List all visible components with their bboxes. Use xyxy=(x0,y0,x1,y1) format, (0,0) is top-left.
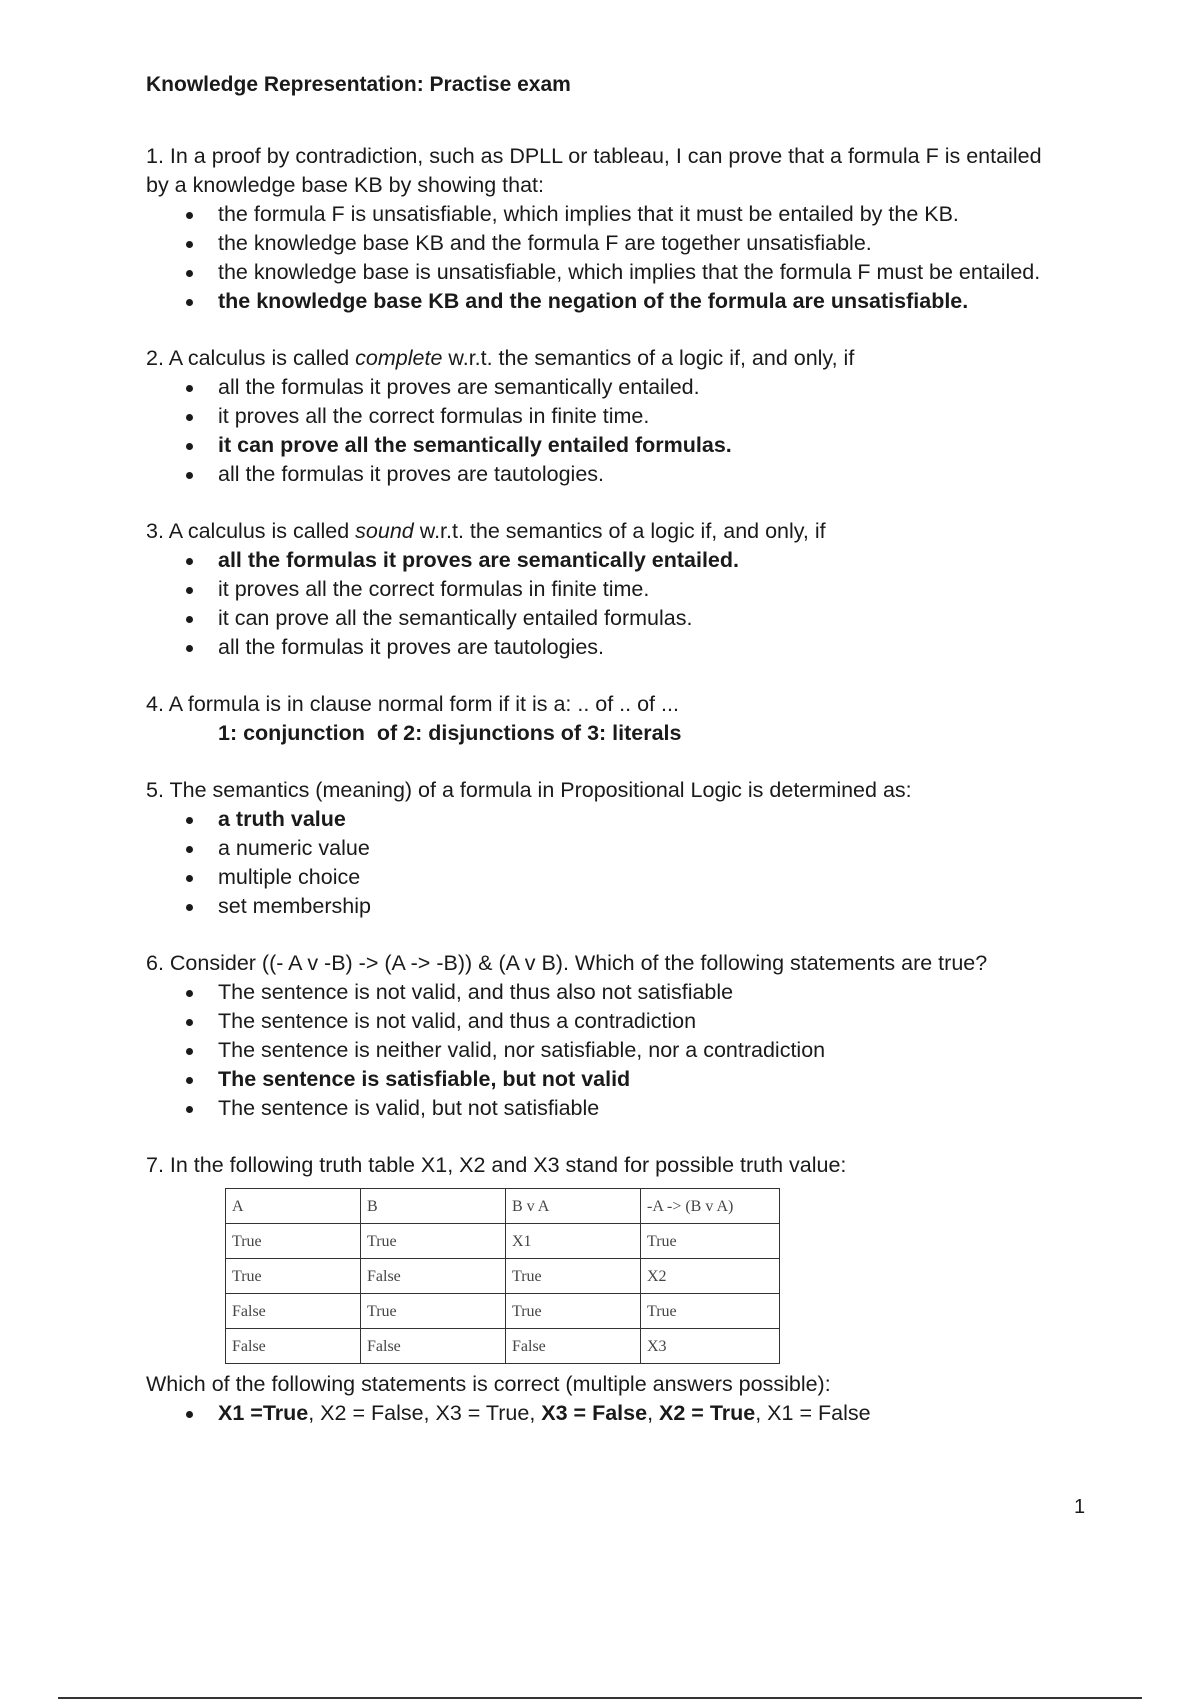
option: all the formulas it proves are tautologies. xyxy=(146,633,1086,662)
question-4-text: 4. A formula is in clause normal form if it is a: .. of .. of ... xyxy=(146,692,679,716)
table-cell: False xyxy=(226,1329,361,1364)
bottom-divider xyxy=(58,1697,1142,1699)
answer-part: , X2 = False, X3 = True, xyxy=(308,1401,542,1425)
question-1-options xyxy=(146,200,1086,316)
option: the knowledge base KB and the formula F are together unsatisfiable. xyxy=(146,229,1086,258)
table-cell: True xyxy=(641,1224,780,1259)
question-2-text-post: w.r.t. the semantics of a logic if, and only, if xyxy=(442,346,855,370)
table-cell: True xyxy=(506,1294,641,1329)
option: The sentence is valid, but not satisfiable xyxy=(146,1094,1086,1123)
page-title: Knowledge Representation: Practise exam xyxy=(146,73,571,96)
question-7-followup: Which of the following statements is correct (multiple answers possible): xyxy=(146,1372,831,1396)
question-5 xyxy=(146,776,1086,921)
question-6-text: 6. Consider ((- A v -B) -> (A -> -B)) & (A v B). Which of the following statements are true? xyxy=(146,951,988,975)
table-cell: X2 xyxy=(641,1259,780,1294)
table-header-row xyxy=(226,1189,780,1224)
question-3-text xyxy=(146,517,1086,546)
question-6-options xyxy=(146,978,1086,1123)
table-row xyxy=(226,1224,780,1259)
table-cell: False xyxy=(361,1329,506,1364)
option-correct: it can prove all the semantically entailed formulas. xyxy=(146,431,1086,460)
table-row xyxy=(226,1329,780,1364)
answer-line xyxy=(146,1399,1086,1428)
question-3-text-post: w.r.t. the semantics of a logic if, and only, if xyxy=(413,519,826,543)
question-3 xyxy=(146,517,1086,662)
option: all the formulas it proves are tautologies. xyxy=(146,460,1086,489)
answer-part-bold: X1 =True xyxy=(218,1401,309,1425)
answer-part: , X1 = False xyxy=(755,1401,871,1425)
option: set membership xyxy=(146,892,1086,921)
question-7-text: 7. In the following truth table X1, X2 and X3 stand for possible truth value: xyxy=(146,1153,847,1177)
question-2-text-emphasis: complete xyxy=(355,346,443,370)
exam-page xyxy=(146,72,1086,1456)
option: the knowledge base is unsatisfiable, which implies that the formula F must be entailed. xyxy=(146,258,1086,287)
question-5-options xyxy=(146,805,1086,921)
question-6 xyxy=(146,949,1086,1123)
table-cell: True xyxy=(226,1259,361,1294)
table-header-cell: B v A xyxy=(506,1189,641,1224)
question-2-text-pre: 2. A calculus is called xyxy=(146,346,356,370)
question-2-options xyxy=(146,373,1086,489)
question-4-answer: 1: conjunction of 2: disjunctions of 3: literals xyxy=(218,721,682,745)
question-1 xyxy=(146,142,1086,316)
question-3-text-pre: 3. A calculus is called xyxy=(146,519,356,543)
question-2-text xyxy=(146,344,1086,373)
table-row xyxy=(226,1259,780,1294)
table-cell: True xyxy=(361,1294,506,1329)
question-3-options xyxy=(146,546,1086,662)
table-header-cell: B xyxy=(361,1189,506,1224)
option-correct: The sentence is satisfiable, but not valid xyxy=(146,1065,1086,1094)
page-number: 1 xyxy=(1074,1496,1086,1518)
table-row xyxy=(226,1294,780,1329)
option: all the formulas it proves are semantically entailed. xyxy=(146,373,1086,402)
option: The sentence is not valid, and thus a contradiction xyxy=(146,1007,1086,1036)
option: a numeric value xyxy=(146,834,1086,863)
table-cell: True xyxy=(361,1224,506,1259)
question-7-answers xyxy=(146,1399,1086,1428)
question-5-text: 5. The semantics (meaning) of a formula in Propositional Logic is determined as: xyxy=(146,778,912,802)
option: multiple choice xyxy=(146,863,1086,892)
table-cell: X1 xyxy=(506,1224,641,1259)
table-cell: True xyxy=(641,1294,780,1329)
option: the formula F is unsatisfiable, which implies that it must be entailed by the KB. xyxy=(146,200,1086,229)
question-2 xyxy=(146,344,1086,489)
answer-part-bold: X2 = True xyxy=(659,1401,756,1425)
question-1-text-line-1: 1. In a proof by contradiction, such as DPLL or tableau, I can prove that a formula F is entailed xyxy=(146,144,1042,168)
truth-table xyxy=(225,1188,780,1364)
table-cell: False xyxy=(361,1259,506,1294)
question-1-text-line-2: by a knowledge base KB by showing that: xyxy=(146,173,545,197)
option-correct: a truth value xyxy=(146,805,1086,834)
option-correct: the knowledge base KB and the negation of the formula are unsatisfiable. xyxy=(146,287,1086,316)
table-cell: X3 xyxy=(641,1329,780,1364)
table-header-cell: -A -> (B v A) xyxy=(641,1189,780,1224)
table-cell: False xyxy=(226,1294,361,1329)
option: The sentence is not valid, and thus also not satisfiable xyxy=(146,978,1086,1007)
question-7 xyxy=(146,1151,1086,1428)
option: it proves all the correct formulas in finite time. xyxy=(146,402,1086,431)
table-header-cell: A xyxy=(226,1189,361,1224)
table-cell: True xyxy=(506,1259,641,1294)
table-cell: True xyxy=(226,1224,361,1259)
table-cell: False xyxy=(506,1329,641,1364)
question-4 xyxy=(146,690,1086,748)
answer-part-bold: X3 = False xyxy=(541,1401,648,1425)
question-3-text-emphasis: sound xyxy=(355,519,414,543)
option: it can prove all the semantically entailed formulas. xyxy=(146,604,1086,633)
option: The sentence is neither valid, nor satisfiable, nor a contradiction xyxy=(146,1036,1086,1065)
option: it proves all the correct formulas in finite time. xyxy=(146,575,1086,604)
answer-part: , xyxy=(647,1401,660,1425)
option-correct: all the formulas it proves are semantically entailed. xyxy=(146,546,1086,575)
